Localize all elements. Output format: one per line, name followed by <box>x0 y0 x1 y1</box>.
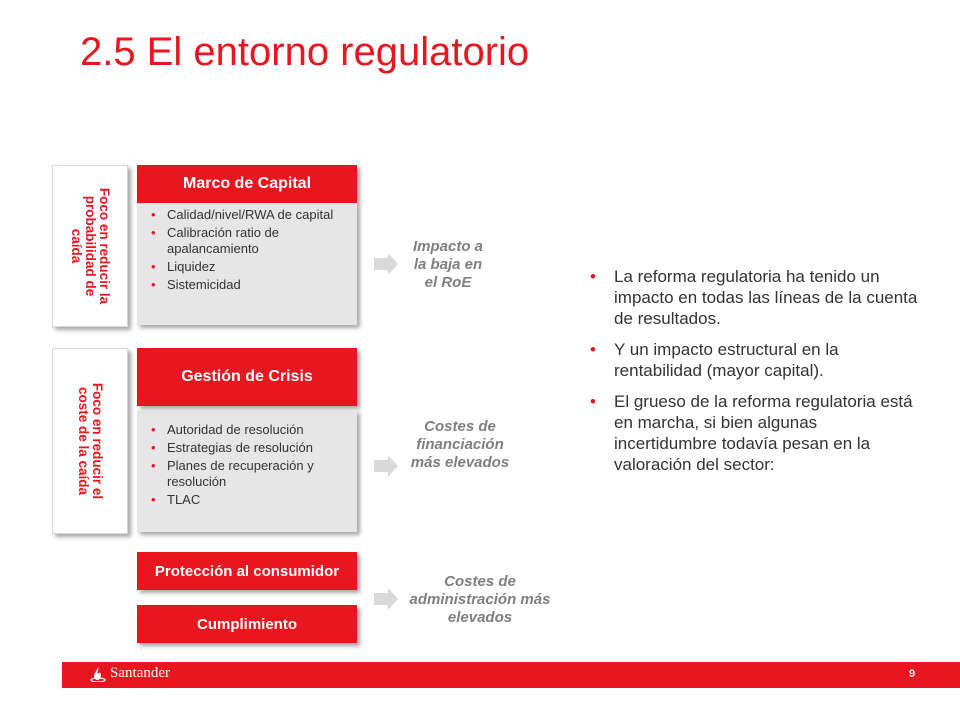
marco-capital-header: Marco de Capital <box>137 165 357 203</box>
list-item: • Planes de recuperación y resolución <box>145 458 347 490</box>
arrow-right-icon <box>374 588 398 610</box>
footer-bar <box>62 662 960 688</box>
list-item: • Autoridad de resolución <box>145 422 347 438</box>
focus-tab-probability <box>52 165 128 327</box>
impact-financing-costs: Costes de financiación más elevados <box>410 418 510 471</box>
focus-tab-cost-label: Foco en reducir el coste de la caída <box>76 382 105 500</box>
list-item: • TLAC <box>145 492 347 508</box>
list-item: • La reforma regulatoria ha tenido un impacto en todas las líneas de la cuenta de resultados. <box>588 266 918 329</box>
santander-logo <box>90 665 170 682</box>
focus-tab-probability-label: Foco en reducir la probabilidad de caída <box>69 187 112 305</box>
list-item: • Calidad/nivel/RWA de capital <box>145 207 347 223</box>
list-item: • El grueso de la reforma regulatoria está en marcha, si bien algunas incertidumbre todavía pesan en la valoración del sector: <box>588 391 918 475</box>
flame-icon <box>90 666 106 682</box>
list-item: • Y un impacto estructural en la rentabilidad (mayor capital). <box>588 339 918 381</box>
proteccion-consumidor-header: Protección al consumidor <box>137 552 357 590</box>
page-number: 9 <box>908 668 916 680</box>
list-item: • Liquidez <box>145 259 347 275</box>
brand-name: Santander <box>110 665 170 681</box>
arrow-right-icon <box>374 455 398 477</box>
arrow-right-icon <box>374 253 398 275</box>
impact-roe: Impacto a la baja en el RoE <box>412 238 484 291</box>
summary-bullets <box>588 266 918 485</box>
list-item: • Sistemicidad <box>145 277 347 293</box>
list-item: • Estrategias de resolución <box>145 440 347 456</box>
cumplimiento-header: Cumplimiento <box>137 605 357 643</box>
page-title: 2.5 El entorno regulatorio <box>80 30 530 74</box>
gestion-crisis-list <box>137 410 357 532</box>
list-item: • Calibración ratio de apalancamiento <box>145 225 347 257</box>
focus-tab-cost <box>52 348 128 534</box>
impact-admin-costs: Costes de administración más elevados <box>409 573 551 626</box>
marco-capital-list <box>137 203 357 325</box>
gestion-crisis-header: Gestión de Crisis <box>137 348 357 406</box>
